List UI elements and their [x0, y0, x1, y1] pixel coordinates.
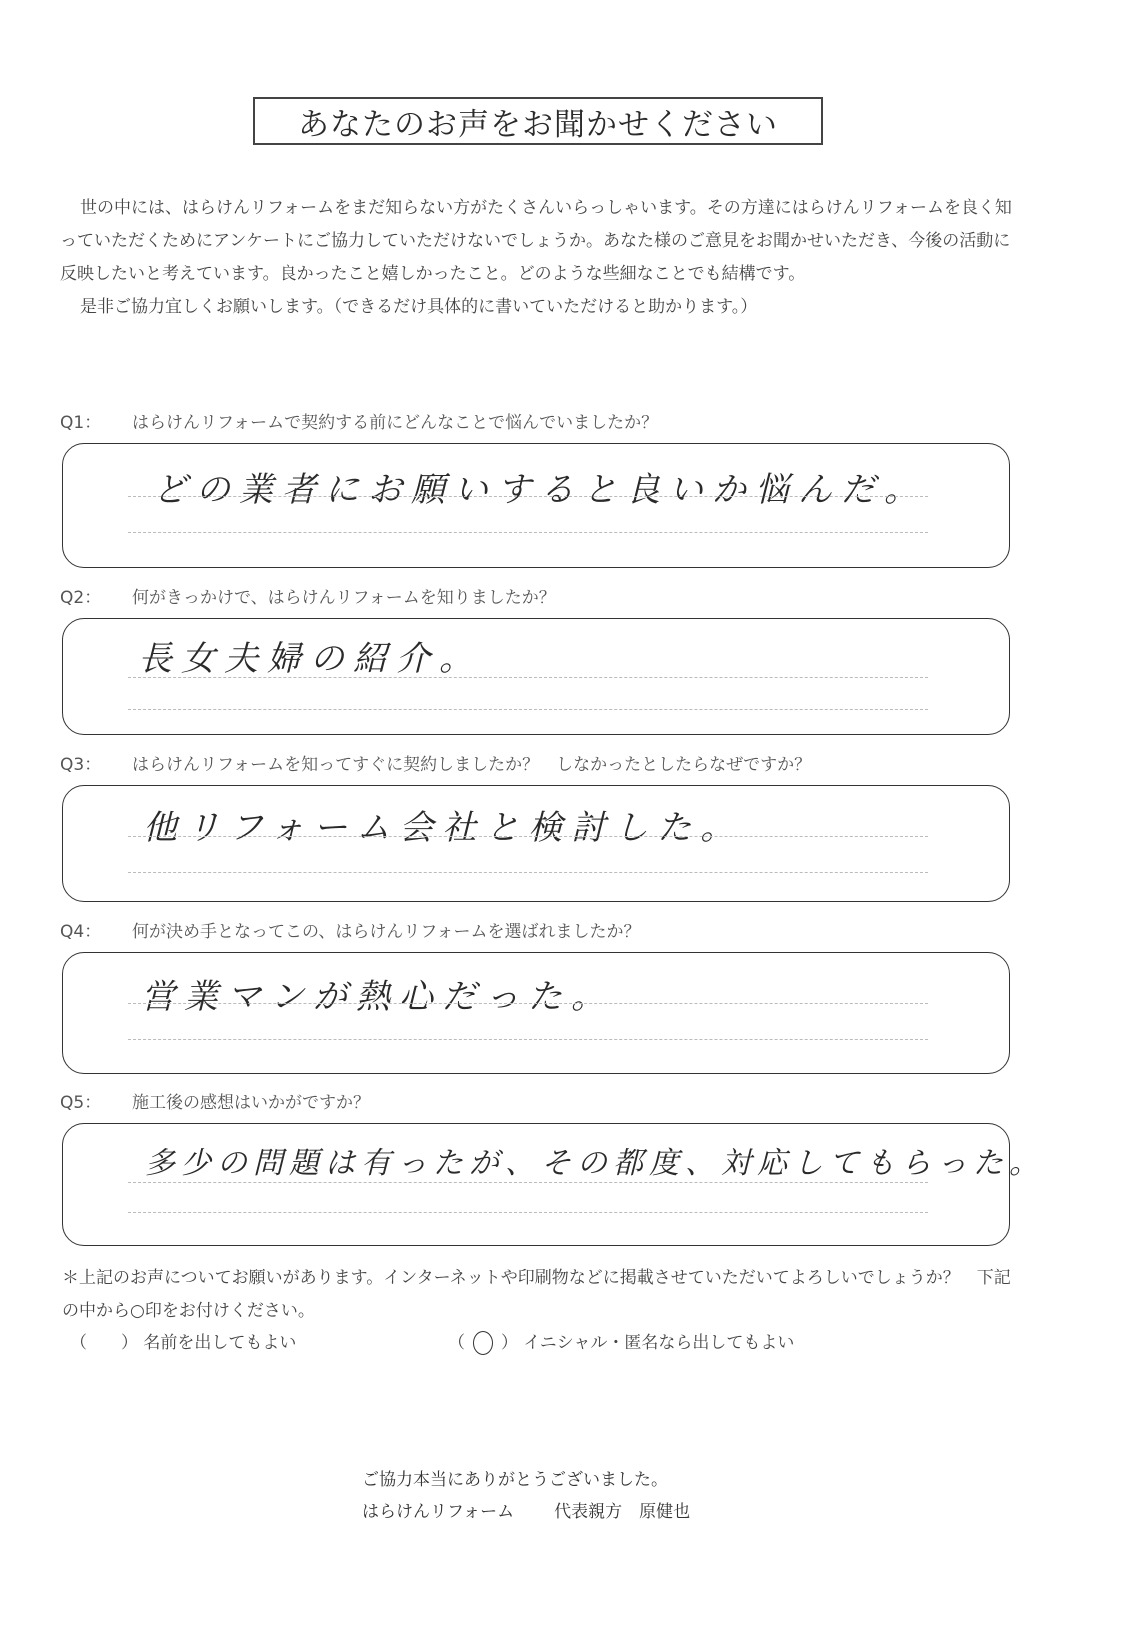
question-number: Q4： — [60, 922, 102, 942]
question-text: 何がきっかけで、はらけんリフォームを知りましたか？ — [132, 588, 556, 608]
question-number: Q1： — [60, 413, 102, 433]
writing-line — [128, 709, 928, 710]
paren-close: ） — [501, 1333, 518, 1353]
circle-mark-icon — [473, 1331, 493, 1355]
handwritten-answer: 長女夫婦の紹介。 — [138, 639, 482, 679]
answer-box-4[interactable] — [62, 952, 1010, 1074]
closing-message — [362, 1464, 690, 1528]
writing-line — [128, 1003, 928, 1004]
thanks-text: ご協力本当にありがとうございました。 — [362, 1470, 668, 1490]
choice-label: イニシャル・匿名なら出してもよい — [523, 1333, 795, 1353]
handwritten-answer: どの業者にお願いすると良いか悩んだ。 — [153, 470, 927, 510]
handwritten-answer: 多少の問題は有ったが、その都度、対応してもらった。 — [145, 1146, 1045, 1181]
handwritten-answer: 営業マンが熱心だった。 — [141, 977, 614, 1017]
representative-name: 代表親方 原健也 — [554, 1502, 691, 1522]
writing-line — [128, 532, 928, 533]
choice-name-ok[interactable] — [70, 1328, 296, 1353]
handwritten-answer: 他リフォーム会社と検討した。 — [143, 808, 744, 848]
question-text: 何が決め手となってこの、はらけんリフォームを選ばれましたか？ — [132, 922, 641, 942]
question-text: はらけんリフォームを知ってすぐに契約しましたか？ しなかったとしたらなぜですか？ — [132, 755, 812, 775]
question-text: 施工後の感想はいかがですか？ — [132, 1093, 370, 1113]
writing-line — [128, 677, 928, 678]
writing-line — [128, 836, 928, 837]
question-2 — [60, 583, 556, 608]
intro-text — [60, 192, 1020, 324]
question-3 — [60, 750, 811, 775]
choice-initial-ok[interactable] — [448, 1328, 794, 1355]
paren-open: （ — [70, 1333, 87, 1353]
question-text: はらけんリフォームで契約する前にどんなことで悩んでいましたか？ — [132, 413, 659, 433]
question-number: Q2： — [60, 588, 102, 608]
answer-box-2[interactable] — [62, 618, 1010, 735]
writing-line — [128, 1182, 928, 1183]
question-number: Q3： — [60, 755, 102, 775]
writing-line — [128, 496, 928, 497]
signature-line — [362, 1496, 690, 1528]
intro-paragraph-1: 世の中には、はらけんリフォームをまだ知らない方がたくさんいらっしゃいます。その方達にはらけんリフォームを良く知っていただくためにアンケートにご協力していただけないでしょうか。あなた様のご意見をお聞かせいただき、今後の活動に反映したいと考えています。良かったこと嬉しかったこと。どのような些細なことでも結構です。 — [60, 198, 1012, 284]
writing-line — [128, 1212, 928, 1213]
answer-box-5[interactable] — [62, 1123, 1045, 1246]
answer-box-1[interactable] — [62, 443, 1010, 568]
paren-open: （ — [448, 1333, 465, 1353]
question-number: Q5： — [60, 1093, 102, 1113]
choice-label: 名前を出してもよい — [143, 1333, 297, 1353]
company-name: はらけんリフォーム — [362, 1502, 515, 1522]
paren-close: ） — [121, 1333, 138, 1353]
intro-paragraph-2: 是非ご協力宜しくお願いします。（できるだけ具体的に書いていただけると助かります。） — [80, 297, 758, 317]
page-title: あなたのお声をお聞かせください — [253, 97, 823, 145]
question-1 — [60, 408, 658, 433]
writing-line — [128, 1039, 928, 1040]
answer-box-3[interactable] — [62, 785, 1010, 902]
writing-line — [128, 872, 928, 873]
question-4 — [60, 917, 640, 942]
question-5 — [60, 1088, 370, 1113]
consent-note: ＊上記のお声についてお願いがあります。インターネットや印刷物などに掲載させていただいてよろしいでしょうか？ 下記の中から○印をお付けください。 — [62, 1268, 1011, 1321]
